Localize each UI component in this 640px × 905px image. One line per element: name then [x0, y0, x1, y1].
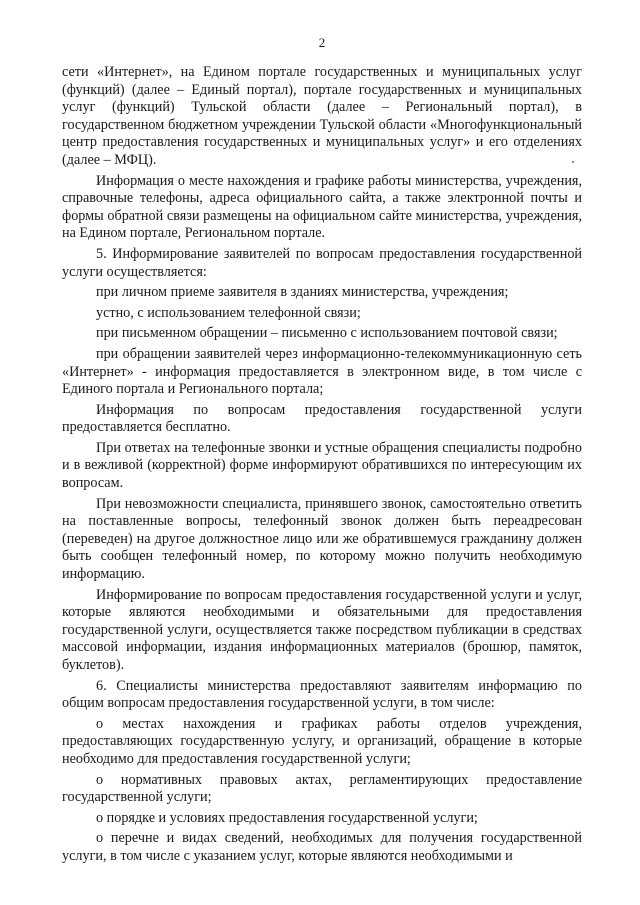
document-body	[62, 64, 582, 869]
paragraph-7: при обращении заявителей через информационно-телекоммуникационную сеть «Интернет» - информация предоставляется в электронном виде, в том числе с Единого портала и Регионального портала;	[62, 345, 582, 398]
paragraph-4: при личном приеме заявителя в зданиях министерства, учреждения;	[96, 284, 509, 301]
paragraph-6: при письменном обращении – письменно с использованием почтовой связи;	[96, 325, 558, 342]
paragraph-2: Информация о месте нахождения и графике работы министерства, учреждения, справочные телефоны, адреса официального сайта, а также электронной почты и формы обратной связи размещены на официальном сайте министерства, учреждения, на Едином портале, Региональном портале.	[62, 172, 582, 242]
paragraph-3: 5. Информирование заявителей по вопросам предоставления государственной услуги осуществляется:	[62, 245, 582, 280]
paragraph-9: При ответах на телефонные звонки и устные обращения специалисты подробно и в вежливой (корректной) форме информируют обратившихся по интересующим их вопросам.	[62, 439, 582, 492]
paragraph-13: о местах нахождения и графиках работы отделов учреждения, предоставляющих государственную услугу, и организаций, обращение в которые необходимо для предоставления государственной услуги;	[62, 715, 582, 767]
paragraph-5: устно, с использованием телефонной связи;	[96, 304, 361, 321]
paragraph-12: 6. Специалисты министерства предоставляют заявителям информацию по общим вопросам предоставления государственной услуги, в том числе:	[62, 677, 582, 712]
paragraph-11: Информирование по вопросам предоставления государственной услуги и услуг, которые являются необходимыми и обязательными для предоставления государственной услуги, осуществляется также посредством публикации в средствах массовой информации, издания информационных материалов (брошюр, памяток, буклетов).	[62, 586, 582, 673]
document-page	[62, 0, 582, 905]
paragraph-15: о порядке и условиях предоставления государственной услуги;	[96, 809, 478, 826]
paragraph-10: При невозможности специалиста, принявшего звонок, самостоятельно ответить на поставленные вопросы, телефонный звонок должен быть переадресован (переведен) на другое должностное лицо или же обратившемуся гражданину должен быть сообщен телефонный номер, по которому можно получить необходимую информацию.	[62, 495, 582, 583]
paragraph-1: сети «Интернет», на Едином портале государственных и муниципальных услуг (функций) (далее – Единый портал), портале государственных и муниципальных услуг (функций) Тульской области (далее – Региональный портал), в государственном бюджетном учреждении Тульской области «Многофункциональный центр предоставления государственных и муниципальных услуг» и его отделениях (далее – МФЦ).	[62, 64, 582, 168]
page-number: 2	[318, 35, 326, 50]
paragraph-8: Информация по вопросам предоставления государственной услуги предоставляется бесплатно.	[62, 401, 582, 436]
paragraph-14: о нормативных правовых актах, регламентирующих предоставление государственной услуги;	[62, 771, 582, 806]
paragraph-16: о перечне и видах сведений, необходимых для получения государственной услуги, в том числе с указанием услуг, которые являются необходимыми и	[62, 830, 582, 864]
